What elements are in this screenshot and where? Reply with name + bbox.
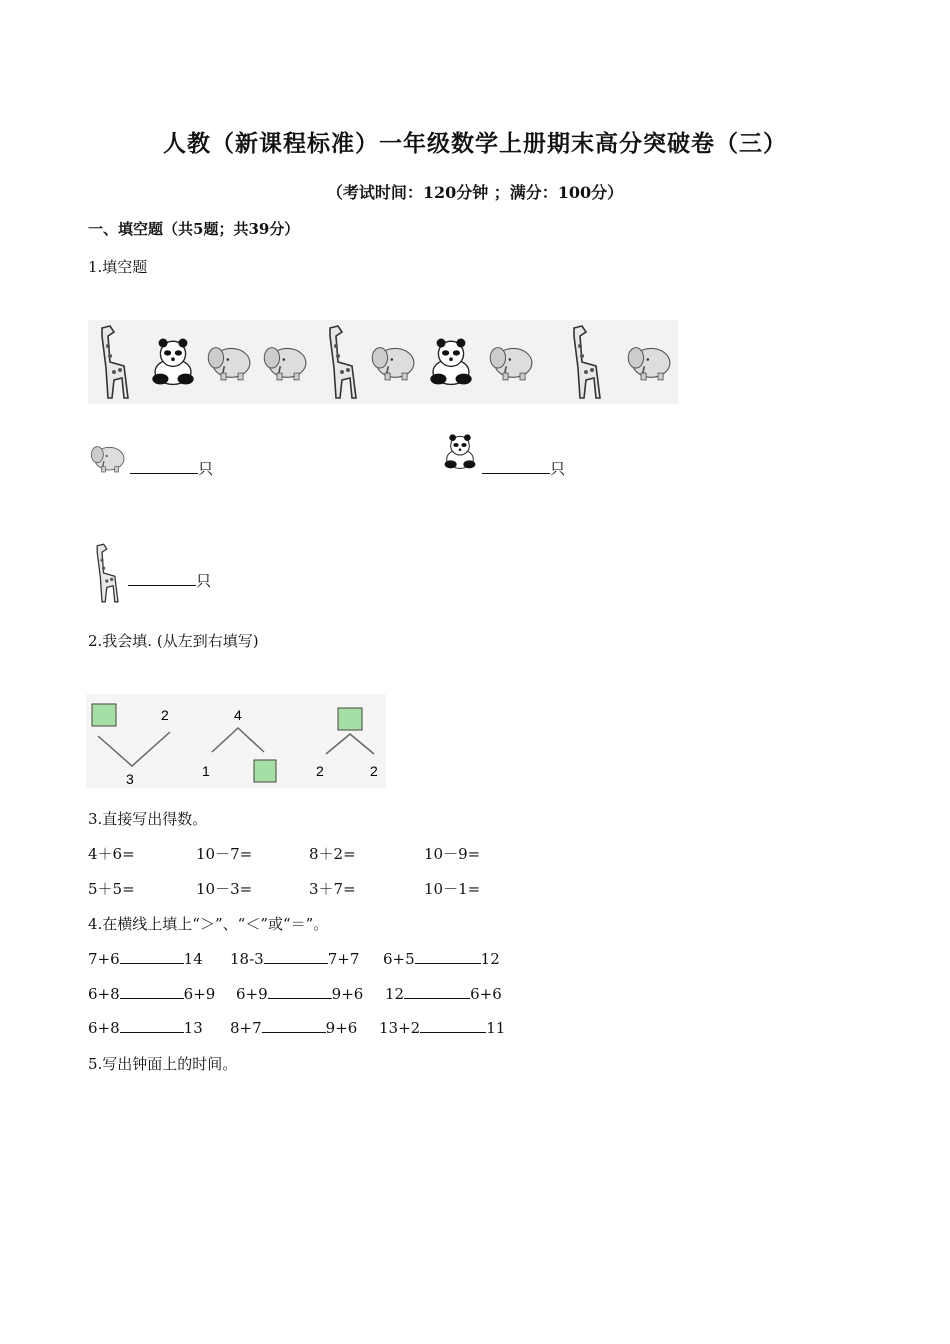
number-label: 3 <box>126 771 134 787</box>
compare-blank[interactable] <box>268 984 332 999</box>
compare-blank[interactable] <box>420 1018 486 1033</box>
compare-blank[interactable] <box>262 1018 326 1033</box>
giraffe-count-answer <box>128 570 211 591</box>
elephant-count-answer <box>130 458 213 479</box>
connector-line <box>98 732 170 766</box>
giraffe-icon <box>102 326 128 398</box>
elephant-icon <box>490 348 532 380</box>
compare-blank[interactable] <box>415 949 481 964</box>
connector-line <box>326 734 374 754</box>
animal-strip <box>88 320 678 404</box>
compare-item: 6+8 13 <box>88 1019 203 1037</box>
elephant-icon <box>372 348 414 380</box>
arith-item: 5＋5= <box>88 880 135 898</box>
question-5-prompt: 5.写出钟面上的时间。 <box>88 1055 238 1073</box>
arith-item: 10－1= <box>424 880 481 898</box>
elephant-icon <box>628 348 670 380</box>
compare-item: 6+5 12 <box>383 950 500 968</box>
compare-blank[interactable] <box>120 984 184 999</box>
question-3-prompt: 3.直接写出得数。 <box>88 810 208 828</box>
unit-label: 只 <box>550 460 566 478</box>
compare-item: 7+6 14 <box>88 950 203 968</box>
arith-item: 4＋6= <box>88 845 135 863</box>
compare-item: 18-3 7+7 <box>230 950 360 968</box>
question-2-prompt: 2.我会填. (从左到右填写) <box>88 632 259 650</box>
decomposition-svg <box>86 694 386 788</box>
giraffe-icon <box>574 326 600 398</box>
panda-icon <box>440 428 480 474</box>
number-label: 2 <box>161 707 169 723</box>
page-title: 人教（新课程标准）一年级数学上册期末高分突破卷（三） <box>163 130 787 157</box>
answer-box[interactable] <box>92 704 116 726</box>
question-4-prompt: 4.在横线上填上“＞”、“＜”或“＝”。 <box>88 915 329 933</box>
compare-item: 6+8 6+9 <box>88 985 216 1003</box>
number-decomposition-diagrams <box>86 694 386 788</box>
question-1-prompt: 1.填空题 <box>88 258 148 276</box>
answer-box[interactable] <box>338 708 362 730</box>
compare-item: 12 6+6 <box>385 985 502 1003</box>
number-label: 1 <box>202 763 210 779</box>
number-label: 2 <box>316 763 324 779</box>
elephant-count-blank[interactable] <box>130 459 198 474</box>
arith-item: 3＋7= <box>309 880 356 898</box>
panda-count-answer <box>482 458 565 479</box>
number-label: 2 <box>370 763 378 779</box>
panda-icon <box>430 339 471 385</box>
unit-label: 只 <box>196 572 212 590</box>
answer-box[interactable] <box>254 760 276 782</box>
giraffe-icon <box>330 326 356 398</box>
number-label: 4 <box>234 707 242 723</box>
giraffe-count-blank[interactable] <box>128 571 196 586</box>
animal-strip-image <box>88 320 678 404</box>
panda-count-blank[interactable] <box>482 459 550 474</box>
giraffe-icon <box>86 540 126 606</box>
unit-label: 只 <box>198 460 214 478</box>
elephant-icon <box>264 348 306 380</box>
panda-icon <box>152 339 193 385</box>
arith-item: 8＋2= <box>309 845 356 863</box>
section-heading: 一、填空题（共5题；共39分） <box>88 220 300 238</box>
compare-blank[interactable] <box>120 1018 184 1033</box>
compare-blank[interactable] <box>404 984 470 999</box>
elephant-icon <box>88 434 128 478</box>
elephant-icon <box>208 348 250 380</box>
arith-item: 10－9= <box>424 845 481 863</box>
compare-item: 6+9 9+6 <box>236 985 364 1003</box>
compare-blank[interactable] <box>120 949 184 964</box>
arith-item: 10－7= <box>196 845 253 863</box>
compare-item: 8+7 9+6 <box>230 1019 358 1037</box>
connector-line <box>212 728 264 752</box>
compare-blank[interactable] <box>264 949 328 964</box>
compare-item: 13+2 11 <box>379 1019 506 1037</box>
arith-item: 10－3= <box>196 880 253 898</box>
exam-info: （考试时间：120分钟 ；满分：100分） <box>326 183 624 202</box>
